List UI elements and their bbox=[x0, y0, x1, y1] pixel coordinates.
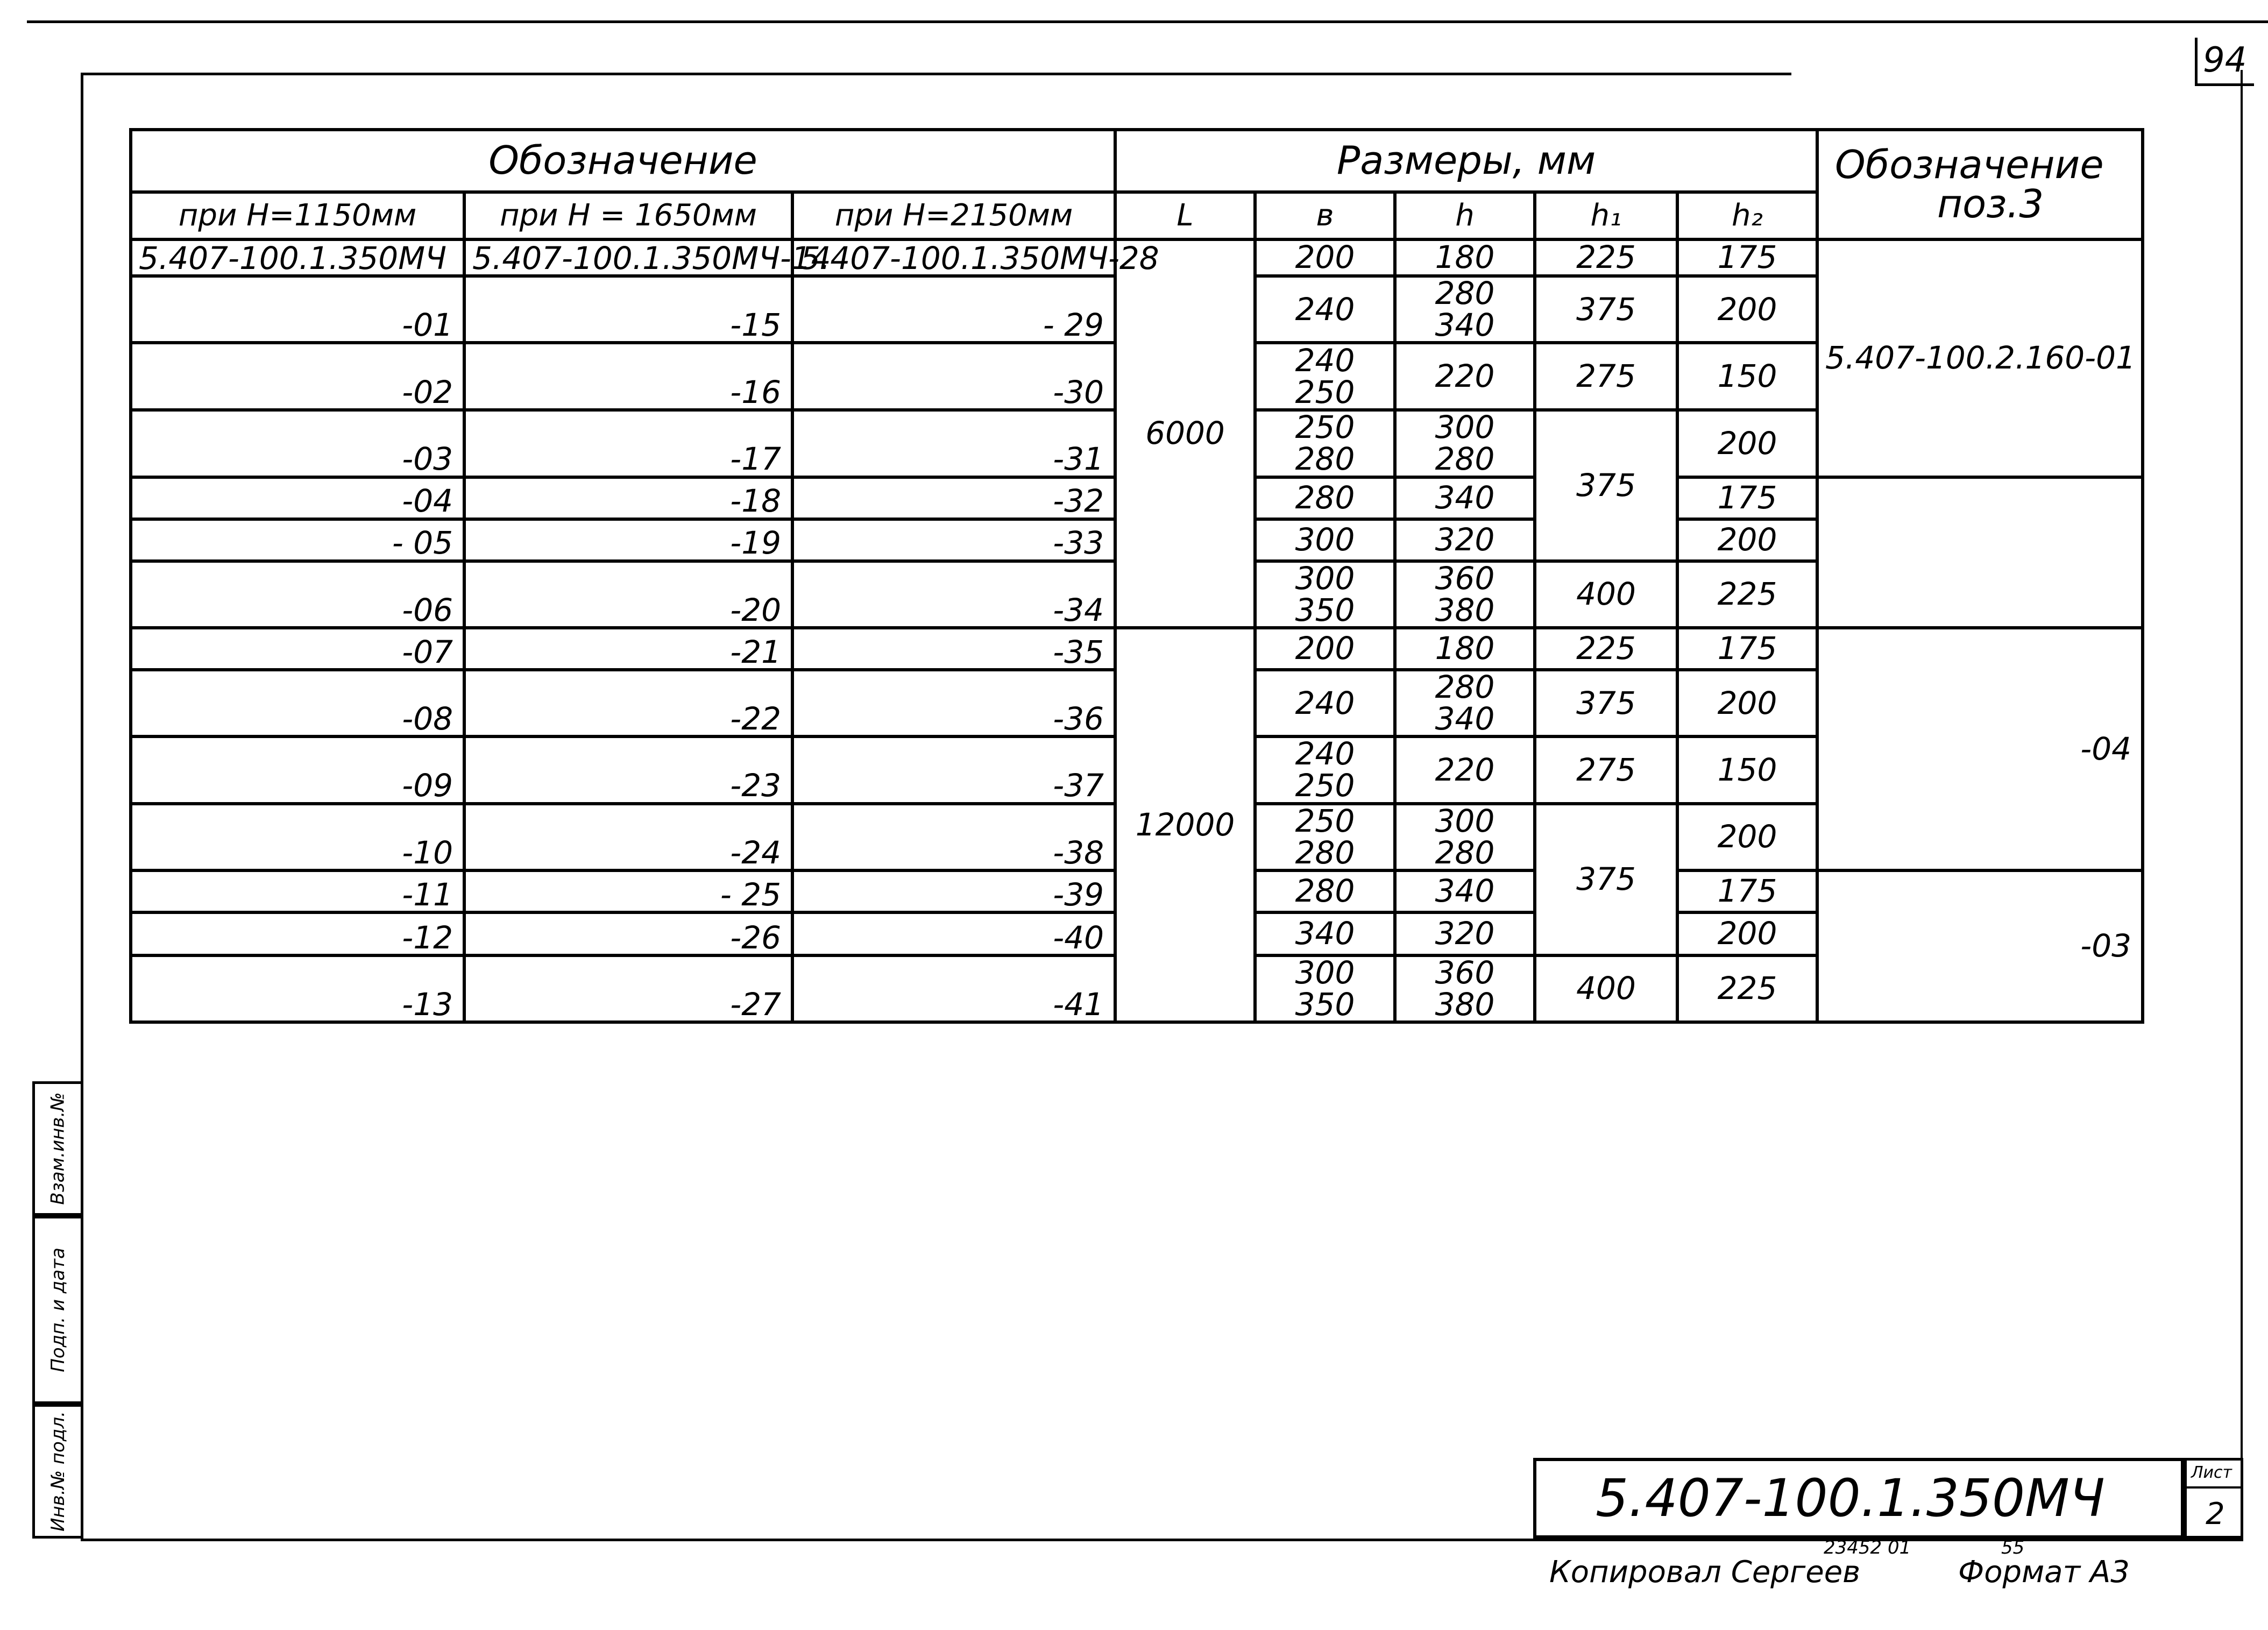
side-stamp-sign-date bbox=[32, 1216, 83, 1404]
cell-b-line1: 240 bbox=[1295, 735, 1355, 773]
cell-h-two: 150 bbox=[1677, 343, 1817, 410]
cell-h1650: -22 bbox=[464, 670, 792, 736]
cell-b bbox=[1255, 804, 1395, 870]
side-stamp-inv-original bbox=[32, 1404, 83, 1539]
cell-h-line2: 280 bbox=[1435, 834, 1495, 871]
cell-L-6000: 6000 bbox=[1115, 239, 1255, 628]
cell-h2150: -30 bbox=[792, 343, 1115, 410]
cell-b-line2: 250 bbox=[1295, 767, 1355, 804]
cell-h-two: 225 bbox=[1677, 561, 1817, 628]
cell-h: 340 bbox=[1395, 870, 1535, 912]
cell-h-line2: 380 bbox=[1435, 986, 1495, 1023]
cell-h: 320 bbox=[1395, 519, 1535, 561]
cell-h1650: 5.407-100.1.350МЧ-14 bbox=[464, 239, 792, 276]
cell-h1150: -07 bbox=[131, 628, 464, 670]
cell-h2150: -35 bbox=[792, 628, 1115, 670]
cell-b-line1: 300 bbox=[1295, 954, 1355, 991]
header-h-one: h₁ bbox=[1535, 192, 1677, 239]
cell-b bbox=[1255, 561, 1395, 628]
frame-top-line bbox=[81, 73, 1791, 75]
cell-h1150: -06 bbox=[131, 561, 464, 628]
cell-h: 320 bbox=[1395, 912, 1535, 955]
cell-h1150: -08 bbox=[131, 670, 464, 736]
cell-h bbox=[1395, 410, 1535, 477]
cell-h bbox=[1395, 670, 1535, 736]
header-h2150: при Н=2150мм bbox=[792, 192, 1115, 239]
cell-b-line2: 350 bbox=[1295, 986, 1355, 1023]
cell-h2150: -31 bbox=[792, 410, 1115, 477]
document-code: 5.407-100.1.350МЧ bbox=[1596, 1468, 2105, 1528]
cell-h bbox=[1395, 276, 1535, 343]
cell-h-one: 375 bbox=[1535, 276, 1677, 343]
cell-h-two: 200 bbox=[1677, 804, 1817, 870]
cell-pos3-empty bbox=[1817, 477, 2143, 628]
cell-h-line2: 340 bbox=[1435, 307, 1495, 344]
cell-h-one: 400 bbox=[1535, 561, 1677, 628]
cell-h-one: 400 bbox=[1535, 955, 1677, 1022]
sheet-number: 2 bbox=[2206, 1497, 2225, 1532]
cell-h-one: 225 bbox=[1535, 239, 1677, 276]
cell-h: 220 bbox=[1395, 343, 1535, 410]
cell-b-line2: 350 bbox=[1295, 591, 1355, 628]
frame-right-line bbox=[2241, 70, 2243, 1539]
cell-h1650: -26 bbox=[464, 912, 792, 955]
cell-h bbox=[1395, 955, 1535, 1022]
cell-h: 220 bbox=[1395, 736, 1535, 803]
cell-h-line1: 300 bbox=[1435, 802, 1495, 839]
cell-h1650: -24 bbox=[464, 804, 792, 870]
cell-h2150: -41 bbox=[792, 955, 1115, 1022]
cell-h1650: - 25 bbox=[464, 870, 792, 912]
cell-h-two: 175 bbox=[1677, 870, 1817, 912]
sheet-box-divider bbox=[2187, 1486, 2241, 1489]
cell-h2150: 5.407-100.1.350МЧ-28 bbox=[792, 239, 1115, 276]
cell-h: 340 bbox=[1395, 477, 1535, 519]
footer-format-number: 55 bbox=[2001, 1537, 2025, 1558]
cell-h2150: -32 bbox=[792, 477, 1115, 519]
header-h1150: при Н=1150мм bbox=[131, 192, 464, 239]
cell-b: 300 bbox=[1255, 519, 1395, 561]
cell-h1150: -12 bbox=[131, 912, 464, 955]
cell-h1650: -27 bbox=[464, 955, 792, 1022]
cell-h1150: -01 bbox=[131, 276, 464, 343]
table-row bbox=[131, 628, 2143, 670]
cell-pos3-group2: -04 bbox=[1817, 628, 2143, 870]
cell-h2150: - 29 bbox=[792, 276, 1115, 343]
cell-h-one-merged: 375 bbox=[1535, 804, 1677, 955]
cell-h-line2: 340 bbox=[1435, 700, 1495, 738]
cell-h bbox=[1395, 561, 1535, 628]
cell-h-line1: 360 bbox=[1435, 559, 1495, 597]
cell-b bbox=[1255, 955, 1395, 1022]
cell-h-line1: 360 bbox=[1435, 954, 1495, 991]
cell-pos3-group1: 5.407-100.2.160-01 bbox=[1817, 239, 2143, 477]
cell-h-line2: 380 bbox=[1435, 591, 1495, 628]
cell-h1150: -04 bbox=[131, 477, 464, 519]
cell-h-line1: 280 bbox=[1435, 668, 1495, 705]
cell-h2150: -33 bbox=[792, 519, 1115, 561]
cell-h1650: -21 bbox=[464, 628, 792, 670]
cell-b: 340 bbox=[1255, 912, 1395, 955]
cell-h1150: 5.407-100.1.350МЧ bbox=[131, 239, 464, 276]
header-L: L bbox=[1115, 192, 1255, 239]
cell-h-one: 275 bbox=[1535, 736, 1677, 803]
cell-pos3-group3: -03 bbox=[1817, 870, 2143, 1022]
cell-h1150: -09 bbox=[131, 736, 464, 803]
cell-b: 280 bbox=[1255, 870, 1395, 912]
cell-h-two: 200 bbox=[1677, 410, 1817, 477]
cell-L-12000: 12000 bbox=[1115, 628, 1255, 1022]
cell-b: 240 bbox=[1255, 670, 1395, 736]
footer-copied-by: Копировал Сергеев bbox=[1549, 1555, 1861, 1590]
cell-h-two: 150 bbox=[1677, 736, 1817, 803]
cell-h1650: -16 bbox=[464, 343, 792, 410]
cell-h2150: -36 bbox=[792, 670, 1115, 736]
header-h: h bbox=[1395, 192, 1535, 239]
cell-b-line1: 240 bbox=[1295, 342, 1355, 379]
cell-h-line1: 280 bbox=[1435, 275, 1495, 311]
side-stamp-inv-original-label: Инв.№ подл. bbox=[47, 1411, 69, 1532]
cell-h1150: - 05 bbox=[131, 519, 464, 561]
table-row bbox=[131, 239, 2143, 276]
cell-h1150: -02 bbox=[131, 343, 464, 410]
cell-h1650: -19 bbox=[464, 519, 792, 561]
side-stamp-sign-date-label: Подп. и дата bbox=[47, 1248, 69, 1372]
cell-b bbox=[1255, 410, 1395, 477]
cell-h1650: -23 bbox=[464, 736, 792, 803]
cell-b: 280 bbox=[1255, 477, 1395, 519]
cell-h-one: 225 bbox=[1535, 628, 1677, 670]
cell-b-line1: 300 bbox=[1295, 559, 1355, 597]
specification-table bbox=[129, 128, 2144, 1024]
header-designation: Обозначение bbox=[131, 130, 1115, 192]
cell-h2150: -37 bbox=[792, 736, 1115, 803]
cell-h-two: 175 bbox=[1677, 628, 1817, 670]
side-stamp-replaced-inv bbox=[32, 1081, 83, 1216]
header-dimensions: Размеры, мм bbox=[1115, 130, 1817, 192]
cell-h1150: -11 bbox=[131, 870, 464, 912]
header-h1650: при Н = 1650мм bbox=[464, 192, 792, 239]
header-b: в bbox=[1255, 192, 1395, 239]
header-h-two: h₂ bbox=[1677, 192, 1817, 239]
cell-h bbox=[1395, 804, 1535, 870]
cell-h-one: 375 bbox=[1535, 670, 1677, 736]
cell-h-two: 200 bbox=[1677, 276, 1817, 343]
cell-b bbox=[1255, 736, 1395, 803]
cell-h-two: 225 bbox=[1677, 955, 1817, 1022]
header-pos3-line1: Обозначение bbox=[1835, 141, 2104, 187]
footer-format: Формат А3 bbox=[1958, 1555, 2130, 1590]
cell-b-line1: 250 bbox=[1295, 409, 1355, 446]
cell-h-one-merged: 375 bbox=[1535, 410, 1677, 561]
cell-h2150: -34 bbox=[792, 561, 1115, 628]
side-stamp-replaced-inv-label: Взам.инв.№ bbox=[47, 1092, 69, 1205]
cell-h-two: 200 bbox=[1677, 670, 1817, 736]
cell-h-two: 200 bbox=[1677, 519, 1817, 561]
cell-h-line1: 300 bbox=[1435, 409, 1495, 446]
cell-h1650: -18 bbox=[464, 477, 792, 519]
cell-b: 240 bbox=[1255, 276, 1395, 343]
cell-h1650: -17 bbox=[464, 410, 792, 477]
cell-h1150: -10 bbox=[131, 804, 464, 870]
cell-h: 180 bbox=[1395, 628, 1535, 670]
cell-h-one: 275 bbox=[1535, 343, 1677, 410]
cell-h-two: 175 bbox=[1677, 239, 1817, 276]
cell-b-line1: 250 bbox=[1295, 802, 1355, 839]
cell-h-line2: 280 bbox=[1435, 441, 1495, 478]
cell-h2150: -39 bbox=[792, 870, 1115, 912]
cell-h1650: -15 bbox=[464, 276, 792, 343]
cell-h2150: -38 bbox=[792, 804, 1115, 870]
cell-b: 200 bbox=[1255, 628, 1395, 670]
cell-b bbox=[1255, 343, 1395, 410]
cell-b-line2: 280 bbox=[1295, 834, 1355, 871]
title-block-code-box bbox=[1533, 1458, 2184, 1539]
frame-bottom-line bbox=[81, 1539, 2243, 1541]
sheet-label: Лист bbox=[2191, 1463, 2232, 1482]
cell-h1650: -20 bbox=[464, 561, 792, 628]
footer-number: 23452 01 bbox=[1824, 1537, 1911, 1558]
cell-h-two: 175 bbox=[1677, 477, 1817, 519]
cell-h1150: -03 bbox=[131, 410, 464, 477]
cell-h: 180 bbox=[1395, 239, 1535, 276]
top-edge-line bbox=[27, 20, 2268, 23]
cell-b-line2: 280 bbox=[1295, 441, 1355, 478]
cell-b-line2: 250 bbox=[1295, 373, 1355, 410]
sheet-number-box bbox=[2184, 1458, 2243, 1539]
cell-h2150: -40 bbox=[792, 912, 1115, 955]
cell-h1150: -13 bbox=[131, 955, 464, 1022]
cell-h-two: 200 bbox=[1677, 912, 1817, 955]
header-pos3-line2: поз.3 bbox=[1937, 181, 2044, 226]
header-designation-pos3 bbox=[1817, 130, 2143, 239]
page-number: 94 bbox=[2203, 40, 2247, 80]
cell-b: 200 bbox=[1255, 239, 1395, 276]
